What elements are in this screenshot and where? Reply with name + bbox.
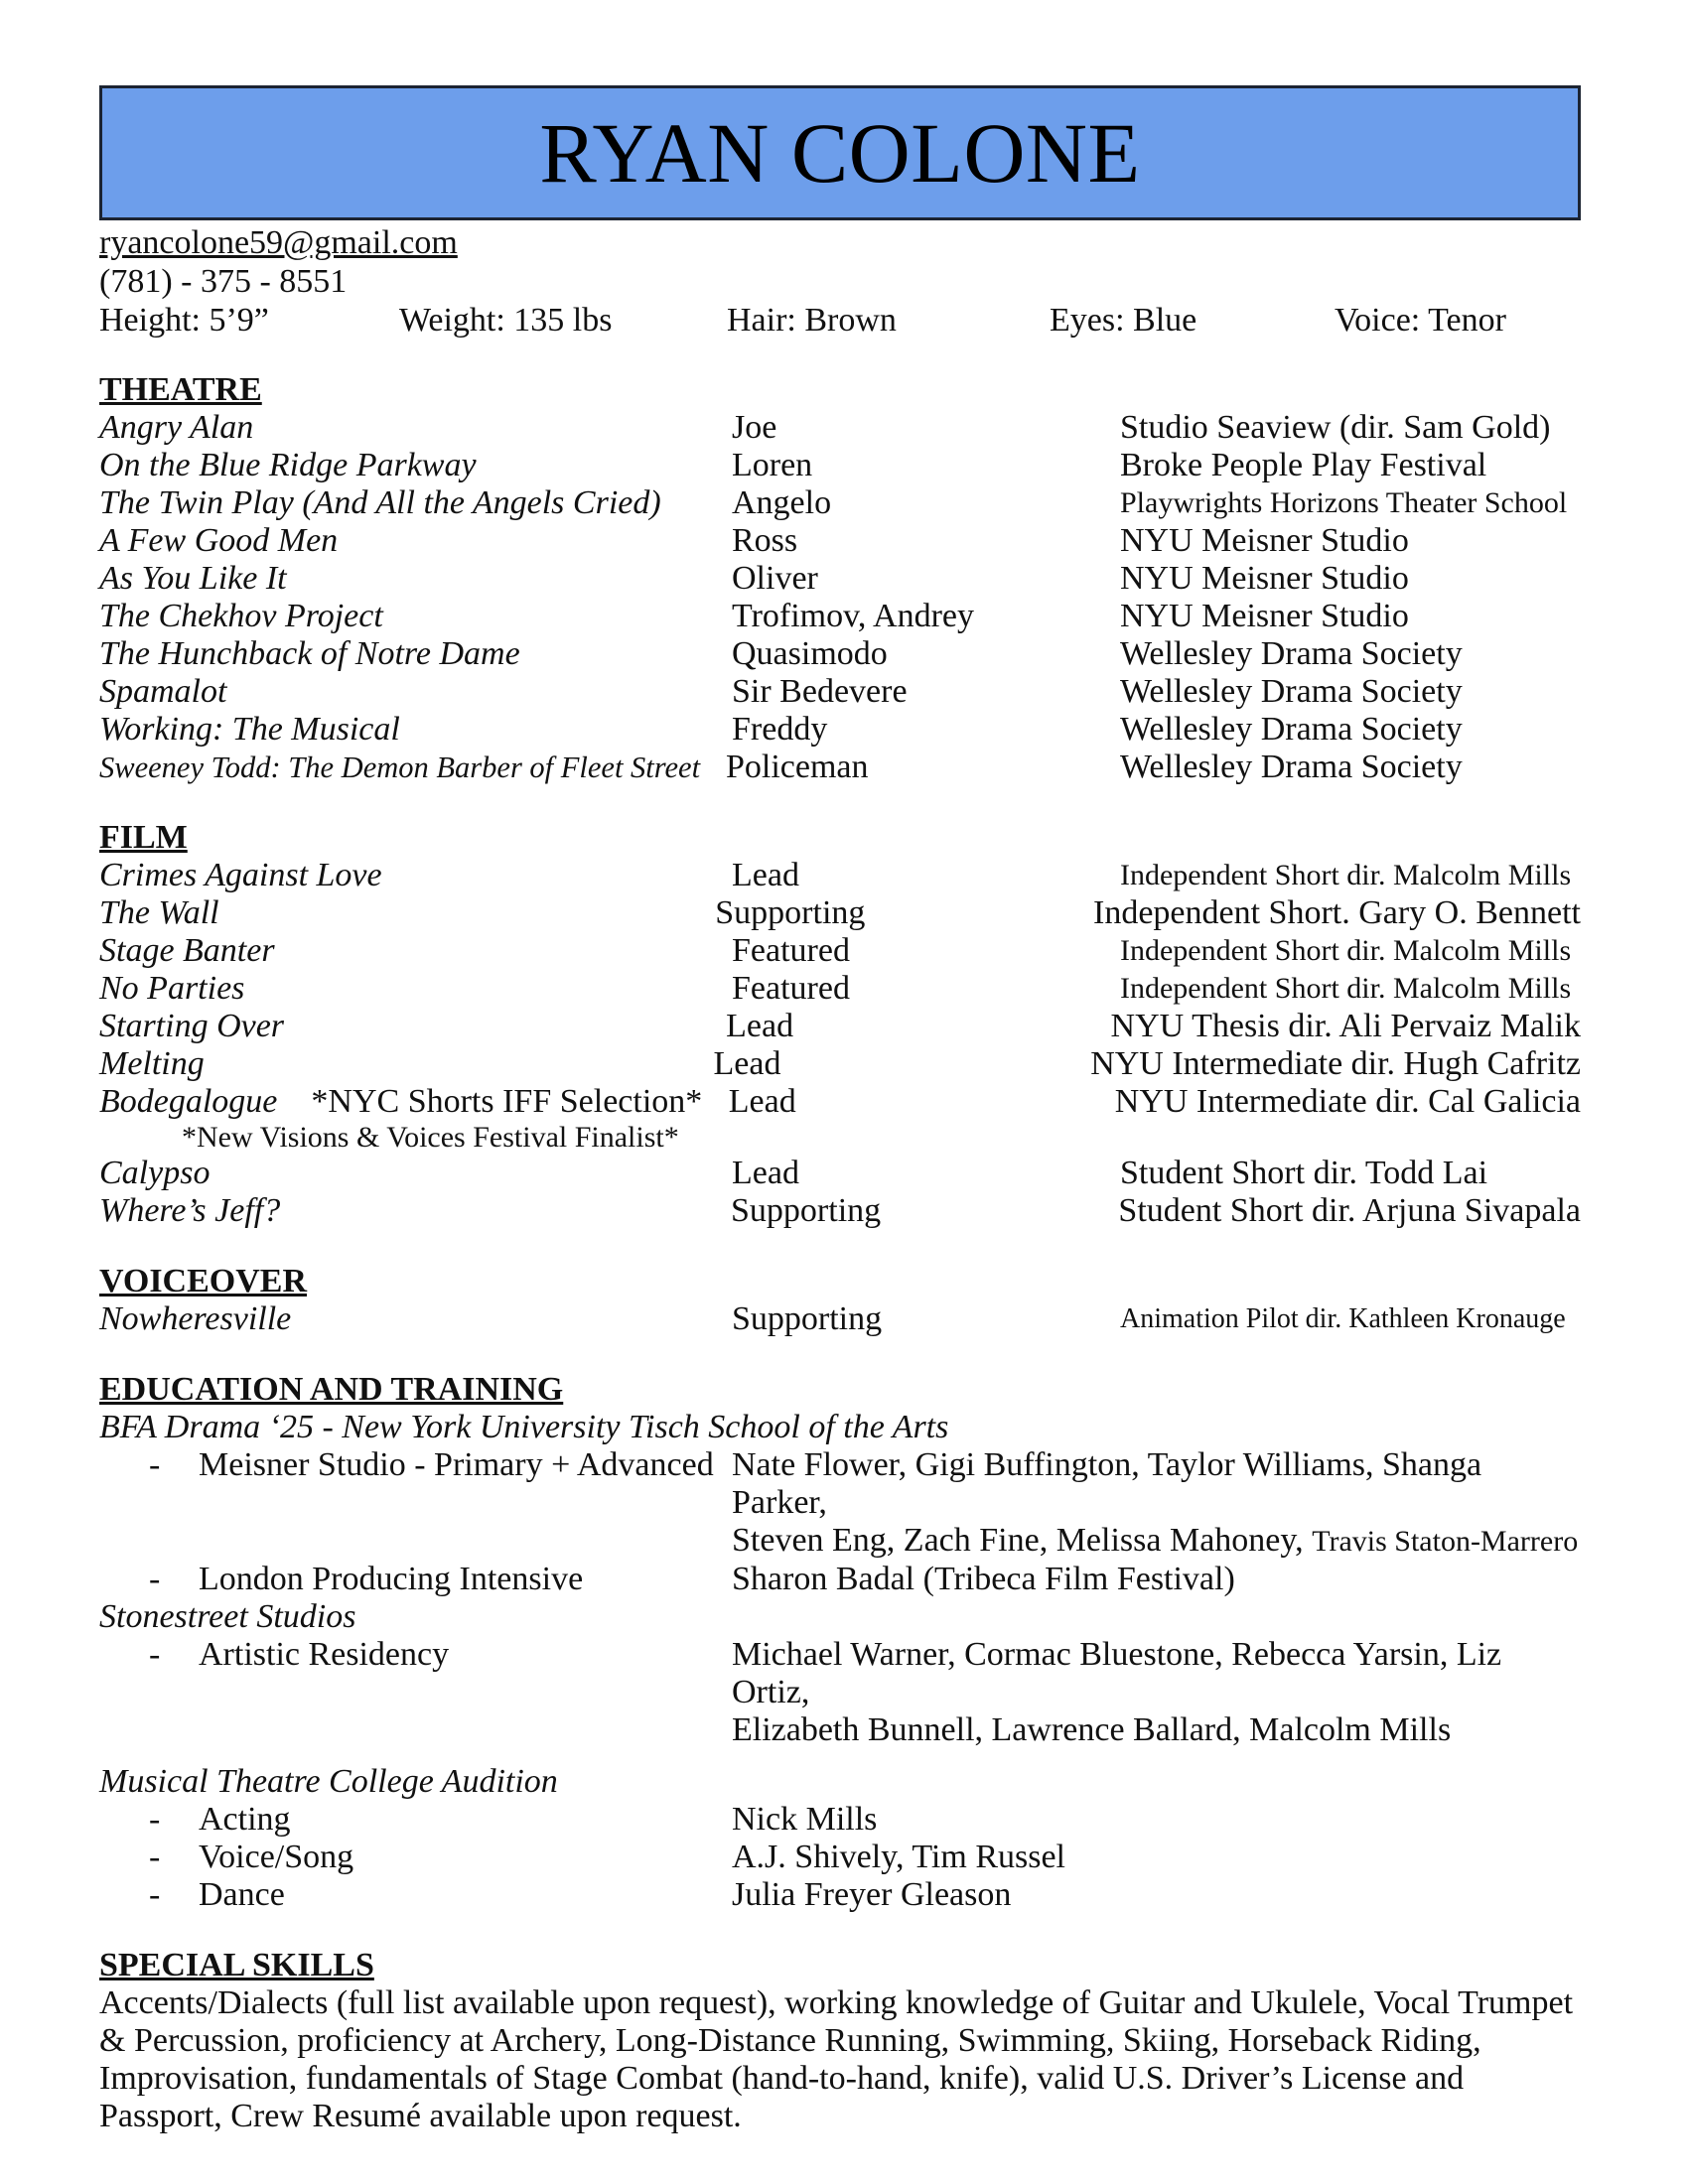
credit-row (99, 409, 1581, 447)
training-row (99, 1561, 1581, 1598)
instructors-line: Nate Flower, Gigi Buffington, Taylor Williams, Shanga Parker, (732, 1446, 1482, 1521)
credit-venue: Independent Short dir. Malcolm Mills (1120, 934, 1572, 967)
credit-title: Working: The Musical (99, 711, 400, 748)
credit-row (99, 1155, 1581, 1192)
credit-venue: Wellesley Drama Society (1120, 673, 1463, 710)
section-title-skills: SPECIAL SKILLS (99, 1947, 374, 1983)
credit-venue: NYU Intermediate dir. Hugh Cafritz (1090, 1045, 1581, 1082)
credit-row (99, 1045, 1581, 1083)
school-heading: Musical Theatre College Audition (99, 1763, 558, 1800)
training-label: Meisner Studio - Primary + Advanced (199, 1446, 714, 1483)
school-heading: BFA Drama ‘25 - New York University Tisch School of the Arts (99, 1409, 949, 1445)
credit-venue: Wellesley Drama Society (1120, 635, 1463, 672)
training-row (99, 1839, 1581, 1876)
instructors-line: Elizabeth Bunnell, Lawrence Ballard, Malcolm Mills (732, 1711, 1452, 1748)
instructors-line: Michael Warner, Cormac Bluestone, Rebecca Yarsin, Liz Ortiz, (732, 1636, 1502, 1710)
stat-voice: Voice: Tenor (1335, 302, 1506, 339)
credit-venue: Student Short dir. Todd Lai (1120, 1155, 1488, 1191)
training-instructors (732, 1446, 1581, 1561)
instructors-text: Travis Staton-Marrero (1312, 1525, 1579, 1558)
contact-block (99, 223, 1581, 340)
credit-row (99, 1008, 1581, 1045)
credit-role: Joe (732, 409, 777, 446)
physical-stats (99, 301, 1581, 340)
stat-weight: Weight: 135 lbs (399, 302, 613, 339)
credit-title: No Parties (99, 970, 245, 1007)
name-banner (99, 85, 1581, 220)
phone-number: (781) - 375 - 8551 (99, 263, 348, 300)
credit-role: Supporting (732, 1300, 883, 1337)
education-section (99, 1371, 1581, 1914)
credit-role: Trofimov, Andrey (732, 598, 974, 634)
training-label: Dance (199, 1876, 285, 1913)
credit-title: Spamalot (99, 673, 227, 710)
credit-title: Starting Over (99, 1008, 285, 1044)
stat-eyes: Eyes: Blue (1050, 302, 1197, 339)
film-section (99, 819, 1581, 1230)
credit-row (99, 857, 1581, 894)
section-title-film: FILM (99, 819, 188, 856)
training-instructors: Sharon Badal (Tribeca Film Festival) (732, 1561, 1235, 1597)
credit-role: Supporting (731, 1192, 882, 1229)
credit-row (99, 970, 1581, 1008)
credit-venue: Playwrights Horizons Theater School (1120, 486, 1568, 519)
credit-row (99, 894, 1581, 932)
training-row (99, 1446, 1581, 1561)
credit-role: Featured (732, 932, 850, 969)
credit-venue: Animation Pilot dir. Kathleen Kronauge (1120, 1303, 1566, 1334)
training-label: Artistic Residency (199, 1636, 450, 1673)
credit-venue: NYU Thesis dir. Ali Pervaiz Malik (1110, 1008, 1581, 1044)
credit-title: The Twin Play (And All the Angels Cried) (99, 484, 661, 521)
credit-title: Angry Alan (99, 409, 254, 446)
credit-venue: Studio Seaview (dir. Sam Gold) (1120, 409, 1551, 446)
credit-row (99, 1083, 1581, 1121)
section-title-theatre: THEATRE (99, 371, 262, 408)
credit-row (99, 560, 1581, 598)
credit-venue: Student Short dir. Arjuna Sivapala (1118, 1192, 1581, 1229)
credit-title: On the Blue Ridge Parkway (99, 447, 477, 483)
credit-row (99, 749, 1581, 786)
credit-title: The Chekhov Project (99, 598, 383, 634)
credit-title: Nowheresville (99, 1300, 292, 1337)
credit-venue: Independent Short. Gary O. Bennett (1093, 894, 1581, 931)
credit-title: Crimes Against Love (99, 857, 382, 893)
credit-role: Lead (732, 1155, 799, 1191)
resume-page (99, 85, 1581, 2135)
training-instructors: Julia Freyer Gleason (732, 1876, 1012, 1913)
festival-note: *New Visions & Voices Festival Finalist* (182, 1121, 679, 1154)
list-dash: - (149, 1561, 161, 1597)
credit-venue: Independent Short dir. Malcolm Mills (1120, 972, 1572, 1005)
credit-title: The Hunchback of Notre Dame (99, 635, 520, 672)
stat-hair: Hair: Brown (727, 302, 897, 339)
training-row (99, 1801, 1581, 1839)
credit-title-text: Bodegalogue (99, 1083, 278, 1120)
credit-row (99, 598, 1581, 635)
list-dash: - (149, 1801, 161, 1838)
credit-title (99, 1083, 729, 1121)
credit-row (99, 484, 1581, 522)
credit-title: As You Like It (99, 560, 287, 597)
training-row (99, 1876, 1581, 1914)
credit-row (99, 711, 1581, 749)
credit-title: Melting (99, 1045, 205, 1082)
school-heading: Stonestreet Studios (99, 1598, 356, 1635)
credit-row (99, 635, 1581, 673)
credit-title: Where’s Jeff? (99, 1192, 281, 1229)
credit-row (99, 1300, 1581, 1338)
section-title-voiceover: VOICEOVER (99, 1263, 308, 1299)
stat-height: Height: 5’9” (99, 302, 269, 339)
credit-role: Ross (732, 522, 798, 559)
training-label: Acting (199, 1801, 291, 1838)
list-dash: - (149, 1839, 161, 1875)
training-instructors: Nick Mills (732, 1801, 878, 1838)
credit-role: Sir Bedevere (732, 673, 908, 710)
credit-venue: Wellesley Drama Society (1120, 749, 1463, 785)
credit-title: Stage Banter (99, 932, 275, 969)
training-label: Voice/Song (199, 1839, 354, 1875)
training-instructors: A.J. Shively, Tim Russel (732, 1839, 1065, 1875)
theatre-section (99, 371, 1581, 786)
spacer (99, 1749, 1581, 1763)
credit-row (99, 1192, 1581, 1230)
credit-venue: Independent Short dir. Malcolm Mills (1120, 859, 1572, 891)
credit-venue: Wellesley Drama Society (1120, 711, 1463, 748)
credit-role: Loren (732, 447, 813, 483)
email-link[interactable]: ryancolone59@gmail.com (99, 224, 458, 261)
credit-role: Featured (732, 970, 850, 1007)
credit-title: The Wall (99, 894, 219, 931)
training-instructors (732, 1636, 1581, 1749)
instructors-line (732, 1522, 1581, 1561)
credit-role: Lead (728, 1083, 796, 1120)
credit-role: Lead (713, 1045, 781, 1082)
credit-venue: NYU Intermediate dir. Cal Galicia (1114, 1083, 1581, 1120)
credit-venue: NYU Meisner Studio (1120, 560, 1409, 597)
credit-row (99, 932, 1581, 970)
credit-row (99, 522, 1581, 560)
credit-venue: Broke People Play Festival (1120, 447, 1487, 483)
credit-title: Sweeney Todd: The Demon Barber of Fleet Street (99, 751, 701, 784)
credit-role: Lead (726, 1008, 794, 1044)
list-dash: - (149, 1876, 161, 1913)
credit-role: Supporting (715, 894, 866, 931)
credit-role: Freddy (732, 711, 828, 748)
credit-role: Quasimodo (732, 635, 888, 672)
training-label: London Producing Intensive (199, 1561, 584, 1597)
training-row (99, 1636, 1581, 1749)
section-title-education: EDUCATION AND TRAINING (99, 1371, 564, 1408)
credit-title: A Few Good Men (99, 522, 339, 559)
skills-paragraph: Accents/Dialects (full list available upon request), working knowledge of Guitar and Ukulele, Vocal Trumpet & Percussion, proficiency at Archery, Long-Distance Running, Swimming, Skiing, Horseback Riding, Improvisation, fundamentals of Stage Combat (hand-to-hand, knife), valid U.S. Driver’s License and Passport, Crew Resumé available upon request. (99, 1984, 1574, 2134)
credit-role: Oliver (732, 560, 818, 597)
voiceover-section (99, 1263, 1581, 1338)
instructors-text: Steven Eng, Zach Fine, Melissa Mahoney, (732, 1522, 1313, 1559)
credit-role: Angelo (732, 484, 832, 521)
festival-note: *NYC Shorts IFF Selection* (311, 1083, 703, 1120)
credit-role: Policeman (726, 749, 869, 785)
credit-role: Lead (732, 857, 799, 893)
credit-row (99, 447, 1581, 484)
credit-row (99, 673, 1581, 711)
credit-venue: NYU Meisner Studio (1120, 598, 1409, 634)
skills-section (99, 1947, 1581, 2135)
credit-venue: NYU Meisner Studio (1120, 522, 1409, 559)
list-dash: - (149, 1636, 161, 1673)
credit-title: Calypso (99, 1155, 211, 1191)
name-heading: RYAN COLONE (539, 105, 1141, 201)
list-dash: - (149, 1446, 161, 1483)
